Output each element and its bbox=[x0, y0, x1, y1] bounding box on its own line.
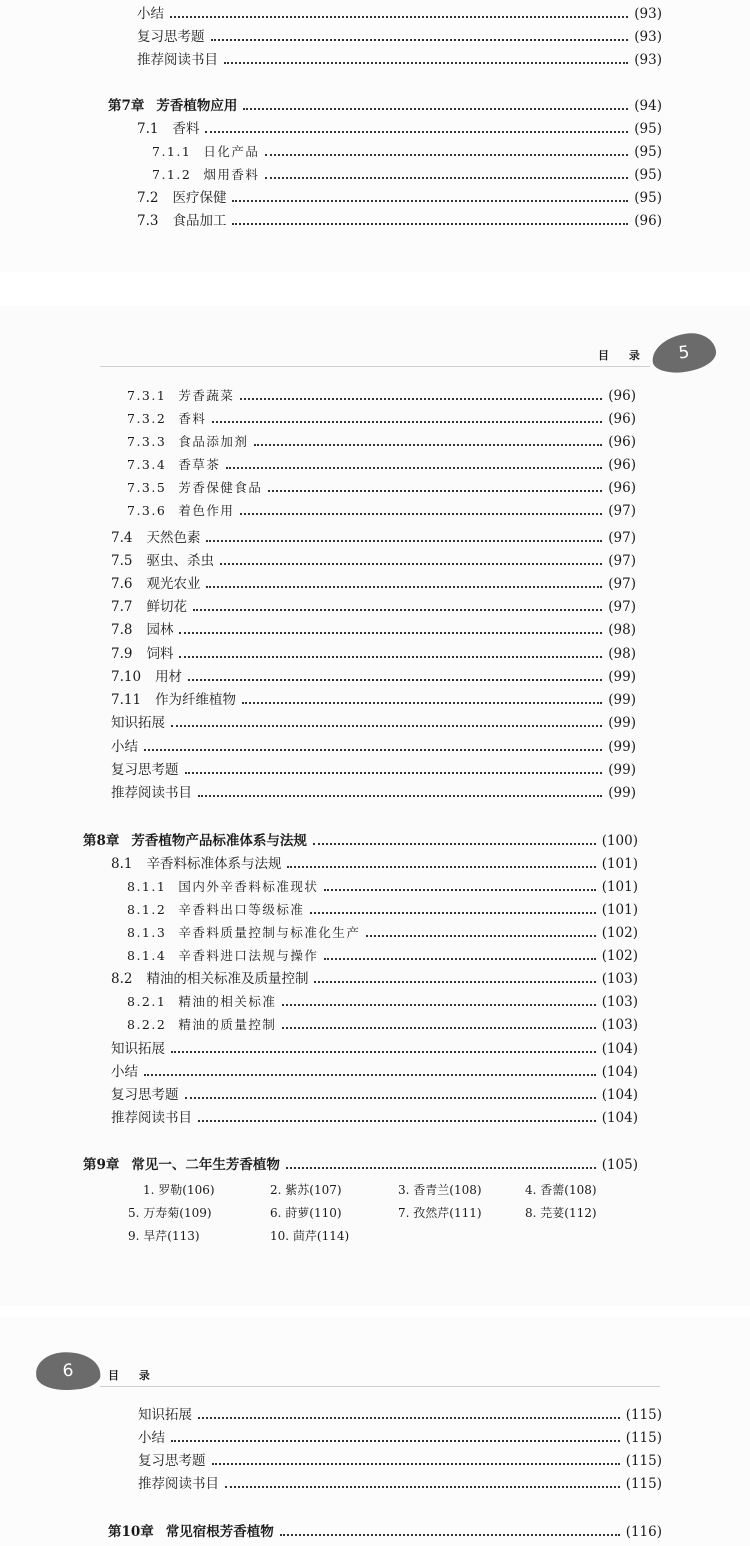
toc-entry-title: 辛香料标准体系与法规 bbox=[146, 856, 282, 872]
toc-entry-title: 天然色素 bbox=[146, 530, 201, 546]
toc-chapter-entry bbox=[83, 1154, 638, 1176]
toc-dot-leader bbox=[171, 1050, 596, 1053]
toc-entry-number: 7.4 bbox=[111, 530, 133, 546]
toc-entry-page: (99) bbox=[608, 762, 636, 778]
toc-dot-leader bbox=[185, 1096, 596, 1099]
toc-entry-page: (99) bbox=[608, 739, 636, 755]
toc-entry bbox=[111, 759, 636, 781]
toc-entry-title: 日化产品 bbox=[203, 144, 260, 159]
toc-dot-leader bbox=[171, 1439, 620, 1442]
toc-entry-page: (104) bbox=[601, 1064, 638, 1080]
toc-entry-number: 第8章 bbox=[83, 833, 120, 849]
toc-entry-number: 8.2.1 bbox=[127, 994, 167, 1009]
toc-entry-page: (96) bbox=[608, 388, 636, 404]
toc-dot-leader bbox=[171, 724, 602, 727]
toc-entry-page: (101) bbox=[601, 879, 638, 895]
toc-entry-number: 7.2 bbox=[137, 190, 159, 206]
toc-entry-number: 7.1 bbox=[137, 121, 159, 137]
toc-entry-page: (96) bbox=[634, 213, 662, 229]
page-header-label: 目 录 bbox=[108, 1369, 158, 1382]
toc-entry bbox=[127, 1014, 638, 1036]
toc-dot-leader bbox=[188, 678, 602, 681]
toc-entry bbox=[111, 968, 638, 990]
toc-entry-title: 芳香保健食品 bbox=[178, 480, 263, 495]
toc-entry bbox=[137, 210, 662, 232]
toc-chapter-entry bbox=[108, 95, 662, 117]
toc-dot-leader bbox=[220, 562, 602, 565]
toc-entry-title: 食品加工 bbox=[172, 213, 227, 229]
toc-entry-title: 芳香植物应用 bbox=[156, 98, 238, 114]
toc-entry-page: (102) bbox=[601, 948, 638, 964]
toc-entry bbox=[137, 3, 662, 25]
toc-entry-page: (96) bbox=[608, 411, 636, 427]
toc-entry-number: 第9章 bbox=[83, 1157, 120, 1173]
toc-chapter-entry bbox=[108, 1521, 662, 1543]
toc-entry bbox=[137, 49, 662, 71]
toc-entry-title: 推荐阅读书目 bbox=[111, 1110, 192, 1126]
toc-entry-page: (99) bbox=[608, 715, 636, 731]
toc-entry bbox=[111, 782, 636, 804]
toc-entry-title: 小结 bbox=[138, 1430, 165, 1446]
toc-entry-page: (104) bbox=[601, 1110, 638, 1126]
toc-entry-page: (103) bbox=[601, 971, 638, 987]
toc-entry bbox=[137, 26, 662, 48]
page-number: 6 bbox=[61, 1360, 75, 1382]
toc-dot-leader bbox=[242, 701, 602, 704]
toc-entry bbox=[111, 596, 636, 618]
toc-entry-title: 食品添加剂 bbox=[178, 434, 249, 449]
toc-entry-number: 7.3.3 bbox=[127, 434, 167, 449]
plant-index-item: 2. 紫苏(107) bbox=[270, 1183, 342, 1197]
toc-entry bbox=[111, 1061, 638, 1083]
toc-entry-title: 常见宿根芳香植物 bbox=[165, 1524, 274, 1540]
toc-entry bbox=[111, 619, 636, 641]
toc-dot-leader bbox=[287, 865, 595, 868]
toc-entry bbox=[152, 141, 662, 163]
plant-index-item: 9. 旱芹(113) bbox=[128, 1229, 200, 1243]
toc-entry-number: 8.1.1 bbox=[127, 879, 167, 894]
toc-dot-leader bbox=[324, 957, 595, 960]
toc-entry-page: (93) bbox=[634, 6, 662, 22]
toc-entry bbox=[138, 1404, 662, 1426]
toc-entry-title: 烟用香料 bbox=[203, 167, 260, 182]
toc-entry-number: 7.9 bbox=[111, 646, 133, 662]
toc-entry-page: (93) bbox=[634, 52, 662, 68]
toc-entry-number: 第7章 bbox=[108, 98, 145, 114]
toc-entry-title: 推荐阅读书目 bbox=[137, 52, 218, 68]
toc-dot-leader bbox=[144, 1073, 596, 1076]
toc-entry-page: (99) bbox=[608, 669, 636, 685]
toc-entry-number: 7.3.1 bbox=[127, 388, 167, 403]
toc-entry-title: 园林 bbox=[146, 622, 174, 638]
toc-entry-page: (115) bbox=[625, 1407, 662, 1423]
toc-dot-leader bbox=[206, 539, 602, 542]
toc-entry-number: 7.3.6 bbox=[127, 503, 167, 518]
toc-entry-title: 精油的相关标准及质量控制 bbox=[146, 971, 309, 987]
toc-entry-page: (97) bbox=[608, 553, 636, 569]
toc-entry bbox=[111, 736, 636, 758]
toc-entry-title: 驱虫、杀虫 bbox=[146, 553, 214, 569]
toc-entry bbox=[127, 876, 638, 898]
toc-entry bbox=[127, 385, 636, 407]
toc-entry bbox=[137, 187, 662, 209]
toc-entry bbox=[127, 991, 638, 1013]
toc-entry-page: (94) bbox=[634, 98, 662, 114]
toc-entry-title: 知识拓展 bbox=[138, 1407, 192, 1423]
toc-entry bbox=[127, 454, 636, 476]
toc-dot-leader bbox=[265, 176, 628, 179]
toc-dot-leader bbox=[240, 397, 602, 400]
toc-entry bbox=[127, 431, 636, 453]
toc-entry-number: 7.1.1 bbox=[152, 144, 192, 159]
toc-entry-number: 8.1.3 bbox=[127, 925, 167, 940]
toc-entry bbox=[127, 408, 636, 430]
toc-entry-number: 7.10 bbox=[111, 669, 142, 685]
toc-entry-page: (103) bbox=[601, 994, 638, 1010]
toc-entry bbox=[111, 527, 636, 549]
toc-dot-leader bbox=[268, 489, 602, 492]
toc-entry-title: 小结 bbox=[111, 1064, 138, 1080]
toc-entry-page: (93) bbox=[634, 29, 662, 45]
toc-entry-page: (104) bbox=[601, 1041, 638, 1057]
toc-entry-page: (95) bbox=[634, 167, 662, 183]
toc-entry-number: 7.7 bbox=[111, 599, 133, 615]
toc-entry-title: 香料 bbox=[172, 121, 200, 137]
toc-entry-page: (97) bbox=[608, 530, 636, 546]
toc-entry-title: 小结 bbox=[137, 6, 164, 22]
toc-dot-leader bbox=[313, 842, 596, 845]
header-rule bbox=[100, 366, 650, 367]
toc-entry-title: 推荐阅读书目 bbox=[138, 1476, 219, 1492]
toc-entry-title: 辛香料质量控制与标准化生产 bbox=[178, 925, 361, 940]
plant-index-item: 8. 芫荽(112) bbox=[525, 1206, 597, 1220]
toc-entry bbox=[138, 1473, 662, 1495]
toc-entry-number: 7.1.2 bbox=[152, 167, 192, 182]
toc-entry-number: 7.8 bbox=[111, 622, 133, 638]
plant-index-item: 1. 罗勒(106) bbox=[143, 1183, 215, 1197]
toc-entry bbox=[111, 712, 636, 734]
toc-entry-page: (95) bbox=[634, 190, 662, 206]
toc-entry bbox=[137, 118, 662, 140]
toc-dot-leader bbox=[310, 911, 595, 914]
toc-entry-title: 复习思考题 bbox=[111, 1087, 179, 1103]
toc-entry-page: (115) bbox=[625, 1476, 662, 1492]
toc-entry bbox=[111, 643, 636, 665]
toc-entry bbox=[111, 1038, 638, 1060]
toc-dot-leader bbox=[282, 1026, 595, 1029]
toc-entry-title: 着色作用 bbox=[178, 503, 235, 518]
toc-entry bbox=[111, 1107, 638, 1129]
toc-dot-leader bbox=[314, 980, 595, 983]
toc-entry-number: 7.11 bbox=[111, 692, 142, 708]
toc-entry-number: 7.6 bbox=[111, 576, 133, 592]
toc-entry bbox=[111, 666, 636, 688]
toc-entry-number: 8.1.2 bbox=[127, 902, 167, 917]
toc-entry-page: (101) bbox=[601, 856, 638, 872]
toc-entry-number: 8.2.2 bbox=[127, 1017, 167, 1032]
toc-entry-title: 知识拓展 bbox=[111, 715, 165, 731]
toc-entry-number: 8.1.4 bbox=[127, 948, 167, 963]
toc-entry-number: 7.3.2 bbox=[127, 411, 167, 426]
toc-entry-title: 复习思考题 bbox=[111, 762, 179, 778]
toc-dot-leader bbox=[211, 38, 629, 41]
toc-entry-title: 香料 bbox=[178, 411, 207, 426]
toc-entry bbox=[152, 164, 662, 186]
toc-dot-leader bbox=[179, 631, 602, 634]
toc-entry-title: 国内外辛香料标准现状 bbox=[178, 879, 319, 894]
plant-index-item: 7. 孜然芹(111) bbox=[398, 1206, 482, 1220]
toc-entry-title: 鲜切花 bbox=[146, 599, 187, 615]
plant-index-item: 3. 香青兰(108) bbox=[398, 1183, 482, 1197]
toc-dot-leader bbox=[286, 1166, 596, 1169]
toc-dot-leader bbox=[212, 420, 602, 423]
toc-entry-page: (102) bbox=[601, 925, 638, 941]
toc-entry bbox=[111, 1084, 638, 1106]
toc-entry-title: 复习思考题 bbox=[137, 29, 205, 45]
toc-entry bbox=[111, 689, 636, 711]
toc-dot-leader bbox=[198, 1119, 596, 1122]
toc-entry-title: 精油的相关标准 bbox=[178, 994, 277, 1009]
toc-entry-title: 芳香植物产品标准体系与法规 bbox=[131, 833, 307, 849]
toc-entry-page: (96) bbox=[608, 457, 636, 473]
toc-dot-leader bbox=[243, 107, 628, 110]
toc-entry-title: 辛香料出口等级标准 bbox=[178, 902, 305, 917]
toc-entry-page: (99) bbox=[608, 785, 636, 801]
page-header-label: 目 录 bbox=[598, 349, 648, 362]
toc-entry bbox=[127, 922, 638, 944]
toc-dot-leader bbox=[198, 794, 602, 797]
page-number: 5 bbox=[677, 342, 691, 364]
toc-entry-page: (101) bbox=[601, 902, 638, 918]
toc-entry-page: (105) bbox=[601, 1157, 638, 1173]
toc-dot-leader bbox=[170, 15, 628, 18]
toc-entry-number: 第10章 bbox=[108, 1524, 154, 1540]
toc-entry-number: 8.1 bbox=[111, 856, 133, 872]
toc-entry bbox=[111, 573, 636, 595]
toc-entry-page: (99) bbox=[608, 692, 636, 708]
toc-dot-leader bbox=[240, 512, 602, 515]
toc-entry-title: 香草茶 bbox=[178, 457, 221, 472]
toc-entry-page: (95) bbox=[634, 121, 662, 137]
toc-entry-title: 小结 bbox=[111, 739, 138, 755]
toc-dot-leader bbox=[265, 153, 628, 156]
toc-dot-leader bbox=[205, 130, 628, 133]
toc-entry-title: 常见一、二年生芳香植物 bbox=[131, 1157, 280, 1173]
toc-dot-leader bbox=[366, 934, 595, 937]
toc-chapter-entry bbox=[83, 830, 638, 852]
toc-dot-leader bbox=[198, 1416, 620, 1419]
toc-dot-leader bbox=[206, 585, 602, 588]
toc-dot-leader bbox=[324, 888, 595, 891]
toc-dot-leader bbox=[226, 466, 602, 469]
toc-entry-number: 7.5 bbox=[111, 553, 133, 569]
plant-index-item: 6. 莳萝(110) bbox=[270, 1206, 342, 1220]
toc-dot-leader bbox=[232, 222, 628, 225]
toc-dot-leader bbox=[254, 443, 602, 446]
toc-entry-title: 知识拓展 bbox=[111, 1041, 165, 1057]
toc-entry-page: (103) bbox=[601, 1017, 638, 1033]
plant-index-item: 4. 香薷(108) bbox=[525, 1183, 597, 1197]
toc-entry-title: 芳香蔬菜 bbox=[178, 388, 235, 403]
toc-entry-page: (98) bbox=[608, 622, 636, 638]
toc-entry-title: 精油的质量控制 bbox=[178, 1017, 277, 1032]
toc-entry-title: 医疗保健 bbox=[172, 190, 227, 206]
toc-entry bbox=[138, 1427, 662, 1449]
toc-entry-number: 7.3.4 bbox=[127, 457, 167, 472]
toc-dot-leader bbox=[179, 655, 602, 658]
toc-entry-page: (96) bbox=[608, 480, 636, 496]
toc-dot-leader bbox=[224, 61, 628, 64]
toc-entry-title: 复习思考题 bbox=[138, 1453, 206, 1469]
plant-index-item: 10. 茴芹(114) bbox=[270, 1229, 350, 1243]
toc-entry bbox=[127, 945, 638, 967]
toc-dot-leader bbox=[193, 608, 602, 611]
toc-entry-page: (104) bbox=[601, 1087, 638, 1103]
toc-entry-title: 作为纤维植物 bbox=[155, 692, 237, 708]
toc-entry-title: 辛香料进口法规与操作 bbox=[178, 948, 319, 963]
toc-dot-leader bbox=[212, 1462, 620, 1465]
toc-entry-page: (115) bbox=[625, 1430, 662, 1446]
toc-entry bbox=[138, 1450, 662, 1472]
toc-entry-page: (95) bbox=[634, 144, 662, 160]
toc-entry bbox=[127, 899, 638, 921]
header-rule bbox=[100, 1386, 660, 1387]
toc-entry-title: 用材 bbox=[155, 669, 183, 685]
toc-entry-title: 观光农业 bbox=[146, 576, 201, 592]
toc-entry bbox=[111, 853, 638, 875]
toc-entry bbox=[127, 477, 636, 499]
toc-entry-page: (100) bbox=[601, 833, 638, 849]
toc-entry-number: 7.3.5 bbox=[127, 480, 167, 495]
toc-entry-number: 7.3 bbox=[137, 213, 159, 229]
toc-entry-page: (96) bbox=[608, 434, 636, 450]
plant-index-item: 5. 万寿菊(109) bbox=[128, 1206, 212, 1220]
toc-entry-number: 8.2 bbox=[111, 971, 133, 987]
toc-dot-leader bbox=[282, 1003, 595, 1006]
toc-entry-page: (97) bbox=[608, 599, 636, 615]
toc-entry bbox=[127, 500, 636, 522]
toc-entry bbox=[111, 550, 636, 572]
toc-dot-leader bbox=[225, 1485, 620, 1488]
toc-entry-page: (97) bbox=[608, 503, 636, 519]
toc-dot-leader bbox=[232, 199, 628, 202]
toc-entry-page: (97) bbox=[608, 576, 636, 592]
toc-entry-page: (98) bbox=[608, 646, 636, 662]
toc-dot-leader bbox=[280, 1533, 620, 1536]
toc-entry-title: 推荐阅读书目 bbox=[111, 785, 192, 801]
toc-dot-leader bbox=[144, 748, 602, 751]
toc-entry-page: (115) bbox=[625, 1453, 662, 1469]
toc-entry-page: (116) bbox=[625, 1524, 662, 1540]
toc-dot-leader bbox=[185, 771, 603, 774]
toc-entry-title: 饲料 bbox=[146, 646, 174, 662]
